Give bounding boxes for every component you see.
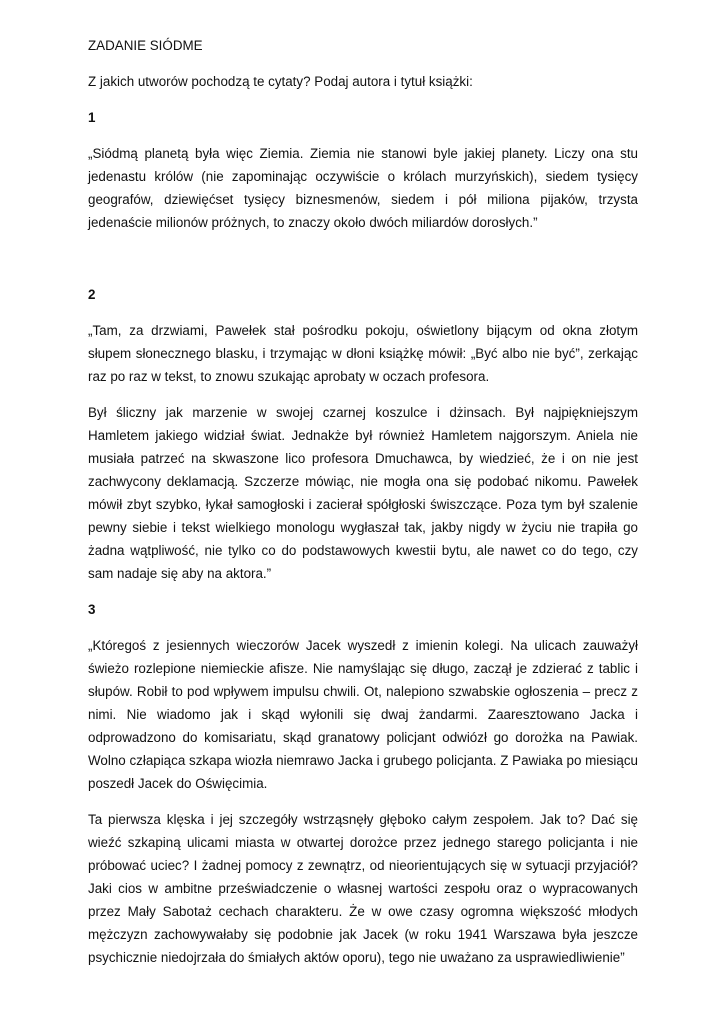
- document-page: [88, 34, 638, 982]
- section-number: 2: [88, 287, 96, 302]
- quote-section-3: [88, 598, 638, 969]
- quote-paragraph: Ta pierwsza klęska i jej szczegóły wstrząsnęły głęboko całym zespołem. Jak to? Dać się wieźć szkapiną ulicami miasta w otwartej dorożce przez jednego starego policjanta i nie próbować uciec? I żadnej pomocy z zewnątrz, od nieorientujących się w sytuacji przyjaciół? Jaki cios w ambitne przeświadczenie o własnej wartości zespołu oraz o wypracowanych przez Mały Sabotaż cechach charakteru. Że w owe czasy ogromna większość młodych mężczyzn zachowywałaby się podobnie jak Jacek (w roku 1941 Warszawa była jeszcze psychicznie niedojrzała do śmiałych aktów oporu), tego nie uważano za usprawiedliwienie”: [88, 812, 638, 965]
- quote-section-1: [88, 106, 638, 234]
- section-number: 3: [88, 602, 96, 617]
- quote-paragraph: „Któregoś z jesiennych wieczorów Jacek wyszedł z imienin kolegi. Na ulicach zauważył świeżo rozlepione niemieckie afisze. Nie namyślając się długo, zaczął je zdzierać z tablic i słupów. Robił to pod wpływem impulsu chwili. Ot, nalepiono szwabskie ogłoszenia – precz z nimi. Nie wiadomo jak i skąd wyłonili się dwaj żandarmi. Zaaresztowano Jacka i odprowadzono do komisariatu, skąd granatowy policjant odwiózł go dorożka na Pawiak. Wolno człapiąca szkapa wiozła niemrawo Jacka i grubego policjanta. Z Pawiaka po miesiącu poszedł Jacek do Oświęcimia.: [88, 638, 638, 791]
- quote-paragraph: „Siódmą planetą była więc Ziemia. Ziemia nie stanowi byle jakiej planety. Liczy ona stu jedenastu królów (nie zapominając oczywiście o królach murzyńskich), siedem tysięcy geografów, dziewięćset tysięcy biznesmenów, siedem i pół miliona pijaków, trzysta jedenaście milionów próżnych, to znaczy około dwóch miliardów dorosłych.”: [88, 146, 638, 230]
- quote-paragraph: „Tam, za drzwiami, Pawełek stał pośrodku pokoju, oświetlony bijącym od okna złotym słupem słonecznego blasku, i trzymając w dłoni książkę mówił: „Być albo nie być”, zerkając raz po raz w tekst, to znowu szukając aprobaty w oczach profesora.: [88, 323, 638, 384]
- blank-spacer: [88, 247, 638, 283]
- section-number: 1: [88, 110, 96, 125]
- assignment-title: ZADANIE SIÓDME: [88, 38, 203, 53]
- quote-paragraph: Był śliczny jak marzenie w swojej czarnej koszulce i dżinsach. Był najpiękniejszym Hamletem jakiego widział świat. Jednakże był również Hamletem najgorszym. Aniela nie musiała patrzeć na skwaszone lico profesora Dmuchawca, by wiedzieć, że i on nie jest zachwycony deklamacją. Szczerze mówiąc, nie mogła ona się podobać nikomu. Pawełek mówił zbyt szybko, łykał samogłoski i zacierał spółgłoski świszczące. Poza tym był szalenie pewny siebie i tekst wielkiego monologu wygłaszał tak, jakby nigdy w życiu nie trapiła go żadna wątpliwość, nie tylko co do podstawowych kwestii bytu, ale nawet co do tego, czy sam nadaje się aby na aktora.”: [88, 405, 638, 581]
- assignment-question: Z jakich utworów pochodzą te cytaty? Podaj autora i tytuł książki:: [88, 74, 473, 89]
- quote-section-2: [88, 283, 638, 585]
